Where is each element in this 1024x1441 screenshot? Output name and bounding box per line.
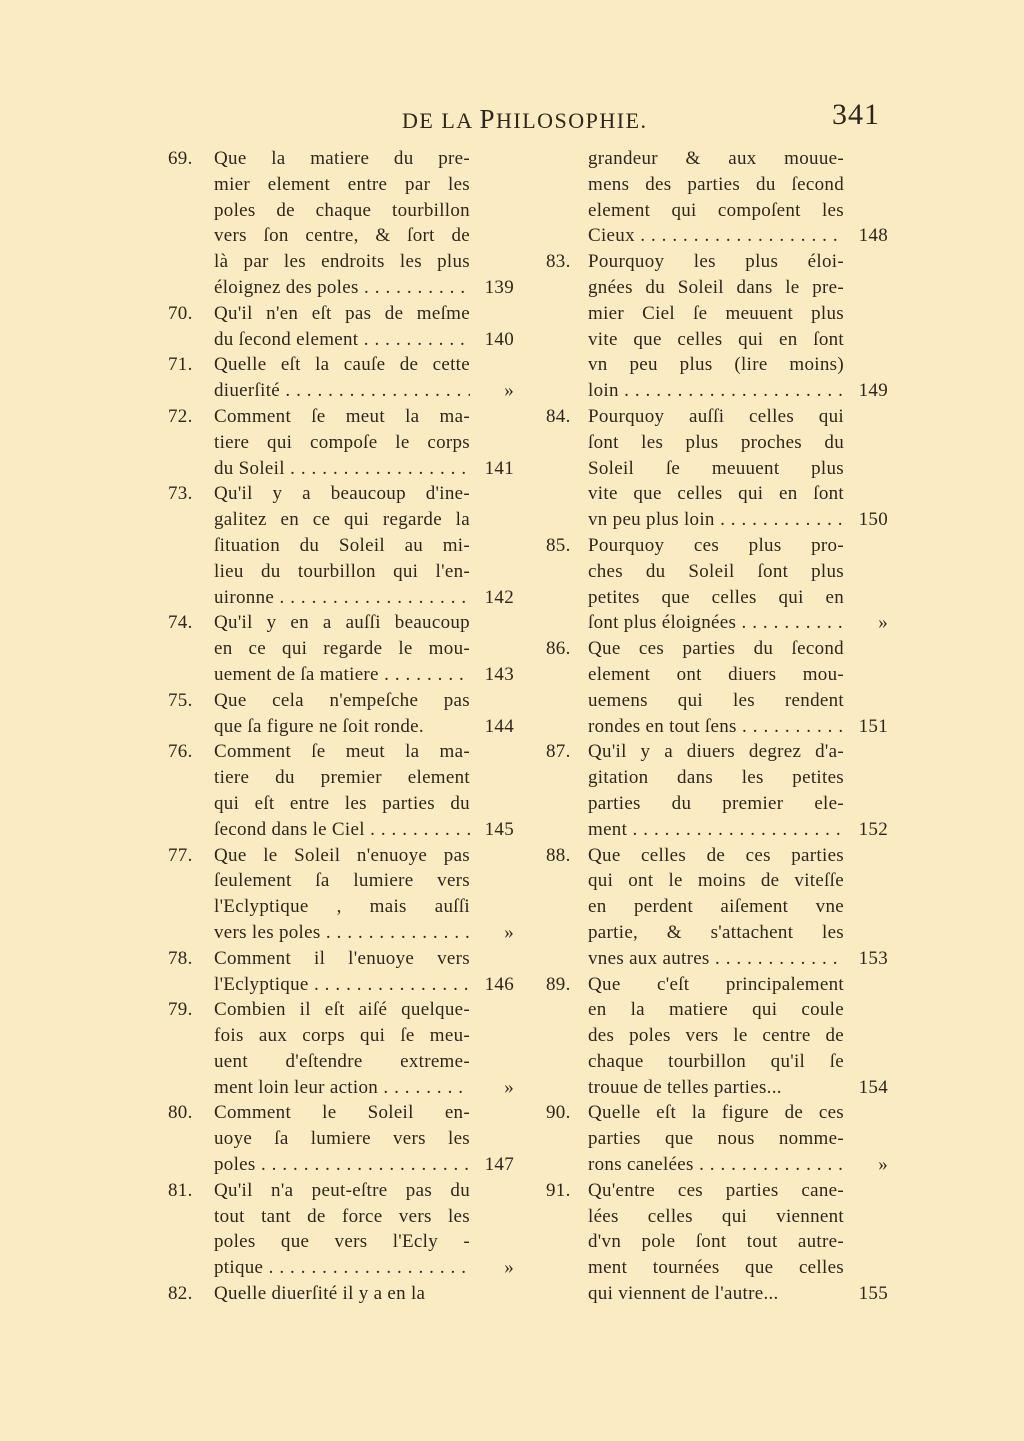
- article-number: 69.: [168, 148, 193, 169]
- toc-line: [168, 946, 514, 972]
- entry-text: Qu'il y a diuers degrez d'a-: [588, 741, 844, 763]
- entry-text: Que cela n'empeſche pas: [214, 689, 470, 711]
- entry-text: Qu'il y en a auſſi beaucoup: [214, 612, 470, 634]
- toc-line: [546, 739, 888, 765]
- toc-line: [168, 172, 514, 198]
- page-header: [402, 100, 882, 140]
- article-number: 85.: [546, 534, 571, 556]
- toc-line: [168, 1204, 514, 1230]
- entry-text: poles de chaque tourbillon: [214, 199, 470, 221]
- entry-text: chaque tourbillon qu'il ſe: [588, 1050, 844, 1072]
- toc-line: [546, 1229, 888, 1255]
- toc-line: [546, 352, 888, 378]
- entry-text: Pourquoy ces plus pro-: [588, 534, 844, 556]
- entry-text: vnes aux autres . . .: [588, 946, 844, 972]
- page-reference: »: [504, 1257, 514, 1279]
- entry-text: parties du premier ele-: [588, 792, 844, 814]
- running-title: [402, 104, 648, 135]
- entry-text: tiere du premier element: [214, 767, 470, 789]
- toc-line: [546, 1049, 888, 1075]
- entry-text: ſont plus éloignées . . .: [588, 610, 844, 636]
- entry-text: fois aux corps qui ſe meu-: [214, 1025, 470, 1047]
- toc-line: [168, 1229, 514, 1255]
- page-reference: 140: [484, 328, 514, 350]
- toc-line: [546, 275, 888, 301]
- toc-line: [168, 352, 514, 378]
- article-number: 79.: [168, 999, 193, 1021]
- toc-line: [168, 843, 514, 869]
- toc-line: [546, 327, 888, 353]
- article-number: 76.: [168, 741, 193, 763]
- toc-line: [168, 920, 514, 946]
- entry-text: d'vn pole ſont tout autre-: [588, 1231, 844, 1253]
- entry-text: ment tournées que celles: [588, 1257, 844, 1279]
- article-number: 86.: [546, 638, 571, 660]
- toc-line: [168, 533, 514, 559]
- article-number: 78.: [168, 947, 193, 969]
- toc-line: [546, 972, 888, 998]
- entry-text: ſituation du Soleil au mi-: [214, 534, 470, 556]
- entry-text: Comment il l'enuoye vers: [214, 947, 470, 969]
- entry-text: Que ces parties du ſecond: [588, 638, 844, 660]
- toc-line: [168, 636, 514, 662]
- entry-text: Que la matiere du pre-: [214, 148, 470, 169]
- entry-text: ment loin leur action . . .: [214, 1075, 470, 1101]
- entry-text: lées celles qui viennent: [588, 1205, 844, 1227]
- entry-text: Quelle eſt la figure de ces: [588, 1102, 844, 1124]
- toc-line: [546, 404, 888, 430]
- article-number: 73.: [168, 483, 193, 505]
- toc-line: [168, 1075, 514, 1101]
- toc-line: [546, 868, 888, 894]
- entry-text: Combien il eſt aiſé quelque-: [214, 999, 470, 1021]
- article-number: 88.: [546, 844, 571, 866]
- page-reference: 144: [484, 715, 514, 737]
- entry-text: que ſa figure ne ſoit ronde.: [214, 715, 424, 737]
- entry-text: poles que vers l'Ecly -: [214, 1231, 470, 1253]
- toc-line: [168, 481, 514, 507]
- entry-text: loin . . .: [588, 378, 844, 404]
- article-number: 74.: [168, 612, 193, 634]
- toc-line: [546, 791, 888, 817]
- toc-line: [546, 714, 888, 740]
- article-number: 90.: [546, 1102, 571, 1124]
- toc-line: [546, 301, 888, 327]
- running-title-part-1: DE LA: [402, 108, 480, 133]
- entry-text: uoye ſa lumiere vers les: [214, 1128, 470, 1150]
- article-number: 72.: [168, 405, 193, 427]
- entry-text: Que celles de ces parties: [588, 844, 844, 866]
- entry-text: vite que celles qui en ſont: [588, 328, 844, 350]
- toc-line: [546, 481, 888, 507]
- toc-line: [546, 223, 888, 249]
- page-reference: 148: [858, 225, 888, 247]
- entry-text: qui eſt entre les parties du: [214, 792, 470, 814]
- toc-line: [168, 1023, 514, 1049]
- entry-text: parties que nous nomme-: [588, 1128, 844, 1150]
- page-reference: 150: [858, 509, 888, 531]
- toc-line: [168, 1255, 514, 1281]
- entry-text: uement de ſa matiere . . .: [214, 662, 470, 688]
- toc-line: [168, 997, 514, 1023]
- toc-line: [546, 533, 888, 559]
- toc-line: [546, 843, 888, 869]
- entry-text: Qu'il n'en eſt pas de meſme: [214, 302, 470, 324]
- page-reference: »: [504, 1076, 514, 1098]
- entry-text: éloignez des poles . . .: [214, 275, 470, 301]
- article-number: 71.: [168, 354, 193, 376]
- entry-text: Qu'entre ces parties cane-: [588, 1179, 844, 1201]
- entry-text: Comment le Soleil en-: [214, 1102, 470, 1124]
- entry-text: grandeur & aux mouue-: [588, 148, 844, 169]
- entry-text: ſecond dans le Ciel . . .: [214, 817, 470, 843]
- entry-text: petites que celles qui en: [588, 586, 844, 608]
- entry-text: là par les endroits les plus: [214, 251, 470, 273]
- entry-text: ptique . . .: [214, 1255, 470, 1281]
- page-reference: 154: [858, 1076, 888, 1098]
- entry-text: Pourquoy auſſi celles qui: [588, 405, 844, 427]
- entry-text: ſont les plus proches du: [588, 431, 844, 453]
- entry-text: Cieux . . .: [588, 223, 844, 249]
- toc-line: [168, 378, 514, 404]
- article-number: 81.: [168, 1179, 193, 1201]
- entry-text: Comment ſe meut la ma-: [214, 405, 470, 427]
- entry-text: vers les poles . . .: [214, 920, 470, 946]
- toc-line: [168, 714, 514, 740]
- toc-line: [168, 275, 514, 301]
- entry-text: en perdent aiſement vne: [588, 896, 844, 918]
- entry-text: element qui compoſent les: [588, 199, 844, 221]
- page-reference: 151: [858, 715, 888, 737]
- toc-line: [546, 559, 888, 585]
- article-number: 82.: [168, 1283, 193, 1305]
- toc-line: [546, 1204, 888, 1230]
- entry-text: mens des parties du ſecond: [588, 173, 844, 195]
- page-reference: 141: [484, 457, 514, 479]
- toc-line: [168, 972, 514, 998]
- toc-line: [546, 610, 888, 636]
- entry-text: partie, & s'attachent les: [588, 921, 844, 943]
- entry-text: du ſecond element . . .: [214, 327, 470, 353]
- article-number: 89.: [546, 973, 571, 995]
- toc-line: [546, 920, 888, 946]
- entry-text: ment . . .: [588, 817, 844, 843]
- toc-line: [546, 946, 888, 972]
- entry-text: mier Ciel ſe meuuent plus: [588, 302, 844, 324]
- toc-line: [546, 585, 888, 611]
- entry-text: uironne . . .: [214, 585, 470, 611]
- article-number: 75.: [168, 689, 193, 711]
- article-number: 80.: [168, 1102, 193, 1124]
- entry-text: Qu'il y a beaucoup d'ine-: [214, 483, 470, 505]
- article-number: 91.: [546, 1179, 571, 1201]
- entry-text: Que c'eſt principalement: [588, 973, 844, 995]
- toc-line: [168, 739, 514, 765]
- toc-line: [168, 249, 514, 275]
- toc-line: [168, 868, 514, 894]
- page-number: 341: [832, 98, 880, 131]
- entry-text: en ce qui regarde le mou-: [214, 638, 470, 660]
- toc-line: [168, 559, 514, 585]
- entry-text: vers ſon centre, & ſort de: [214, 225, 470, 247]
- toc-line: [546, 430, 888, 456]
- toc-line: [546, 662, 888, 688]
- toc-line: [168, 1152, 514, 1178]
- toc-line: [168, 765, 514, 791]
- toc-line: [546, 172, 888, 198]
- entry-text: vn peu plus (lire moins): [588, 354, 844, 376]
- article-number: 83.: [546, 251, 571, 273]
- entry-text: Que le Soleil n'enuoye pas: [214, 844, 470, 866]
- toc-line: [546, 507, 888, 533]
- toc-line: [168, 1178, 514, 1204]
- entry-text: lieu du tourbillon qui l'en-: [214, 560, 470, 582]
- toc-line: [168, 223, 514, 249]
- entry-text: Comment ſe meut la ma-: [214, 741, 470, 763]
- toc-line: [546, 1281, 888, 1307]
- toc-line: [546, 894, 888, 920]
- page-reference: »: [504, 380, 514, 402]
- page-reference: 155: [858, 1283, 888, 1305]
- toc-line: [168, 146, 514, 172]
- entry-text: vite que celles qui en ſont: [588, 483, 844, 505]
- entry-text: du Soleil . . .: [214, 456, 470, 482]
- toc-line: [168, 456, 514, 482]
- toc-line: [546, 378, 888, 404]
- toc-line: [168, 791, 514, 817]
- toc-line: [168, 1049, 514, 1075]
- entry-text: Quelle diuerſité il y a en la: [214, 1283, 426, 1305]
- entry-text: en la matiere qui coule: [588, 999, 844, 1021]
- toc-line: [546, 1023, 888, 1049]
- page-reference: 153: [858, 947, 888, 969]
- article-number: 77.: [168, 844, 193, 866]
- entry-text: l'Eclyptique . . .: [214, 972, 470, 998]
- entry-text: mier element entre par les: [214, 173, 470, 195]
- page-reference: »: [878, 1154, 888, 1176]
- toc-line: [546, 997, 888, 1023]
- entry-text: ſeulement ſa lumiere vers: [214, 870, 470, 892]
- toc-line: [168, 1100, 514, 1126]
- toc-line: [546, 1178, 888, 1204]
- toc-line: [546, 1100, 888, 1126]
- page-reference: 146: [484, 973, 514, 995]
- toc-line: [168, 817, 514, 843]
- toc-line: [546, 688, 888, 714]
- page-reference: »: [504, 921, 514, 943]
- entry-text: Quelle eſt la cauſe de cette: [214, 354, 470, 376]
- article-number: 84.: [546, 405, 571, 427]
- entry-text: qui viennent de l'autre...: [588, 1283, 779, 1305]
- entry-text: rondes en tout ſens . . .: [588, 714, 844, 740]
- toc-line: [546, 249, 888, 275]
- toc-line: [546, 1126, 888, 1152]
- toc-line: [546, 198, 888, 224]
- entry-text: tiere qui compoſe le corps: [214, 431, 470, 453]
- toc-line: [546, 817, 888, 843]
- entry-text: Soleil ſe meuuent plus: [588, 457, 844, 479]
- page-reference: 139: [484, 276, 514, 298]
- toc-line: [546, 636, 888, 662]
- entry-text: element ont diuers mou-: [588, 663, 844, 685]
- toc-line: [546, 456, 888, 482]
- page-reference: 152: [858, 818, 888, 840]
- toc-line: [168, 507, 514, 533]
- page-reference: 149: [858, 380, 888, 402]
- entry-text: tout tant de force vers les: [214, 1205, 470, 1227]
- page-reference: »: [878, 612, 888, 634]
- page-reference: 147: [484, 1154, 514, 1176]
- toc-line: [168, 1281, 514, 1307]
- toc-line: [168, 610, 514, 636]
- toc-line: [168, 430, 514, 456]
- toc-line: [546, 1152, 888, 1178]
- entry-text: qui ont le moins de viteſſe: [588, 870, 844, 892]
- toc-line: [168, 404, 514, 430]
- toc-line: [546, 1255, 888, 1281]
- entry-text: Qu'il n'a peut-eſtre pas du: [214, 1179, 470, 1201]
- running-title-initial: P: [479, 104, 496, 134]
- entry-text: l'Eclyptique , mais auſſi: [214, 896, 470, 918]
- entry-text: trouue de telles parties...: [588, 1076, 782, 1098]
- article-number: 70.: [168, 302, 193, 324]
- entry-text: ches du Soleil ſont plus: [588, 560, 844, 582]
- entry-text: rons canelées . . .: [588, 1152, 844, 1178]
- running-title-part-2: HILOSOPHIE.: [495, 108, 648, 133]
- toc-line: [168, 198, 514, 224]
- toc-line: [168, 585, 514, 611]
- entry-text: vn peu plus loin . . .: [588, 507, 844, 533]
- toc-column-left: [168, 146, 514, 1307]
- toc-line: [546, 146, 888, 172]
- toc-line: [168, 894, 514, 920]
- entry-text: uent d'eſtendre extreme-: [214, 1050, 470, 1072]
- toc-column-right: [546, 146, 888, 1307]
- toc-line: [168, 301, 514, 327]
- page-reference: 142: [484, 586, 514, 608]
- toc-line: [546, 1075, 888, 1101]
- page-reference: 143: [484, 663, 514, 685]
- toc-line: [168, 688, 514, 714]
- entry-text: gitation dans les petites: [588, 767, 844, 789]
- toc-line: [168, 1126, 514, 1152]
- entry-text: galitez en ce qui regarde la: [214, 509, 470, 531]
- entry-text: poles . . .: [214, 1152, 470, 1178]
- toc-line: [546, 765, 888, 791]
- entry-text: diuerſité . . .: [214, 378, 470, 404]
- entry-text: gnées du Soleil dans le pre-: [588, 276, 844, 298]
- page-reference: 145: [484, 818, 514, 840]
- entry-text: des poles vers le centre de: [588, 1025, 844, 1047]
- entry-text: Pourquoy les plus éloi-: [588, 251, 844, 273]
- article-number: 87.: [546, 741, 571, 763]
- entry-text: uemens qui les rendent: [588, 689, 844, 711]
- toc-line: [168, 327, 514, 353]
- toc-line: [168, 662, 514, 688]
